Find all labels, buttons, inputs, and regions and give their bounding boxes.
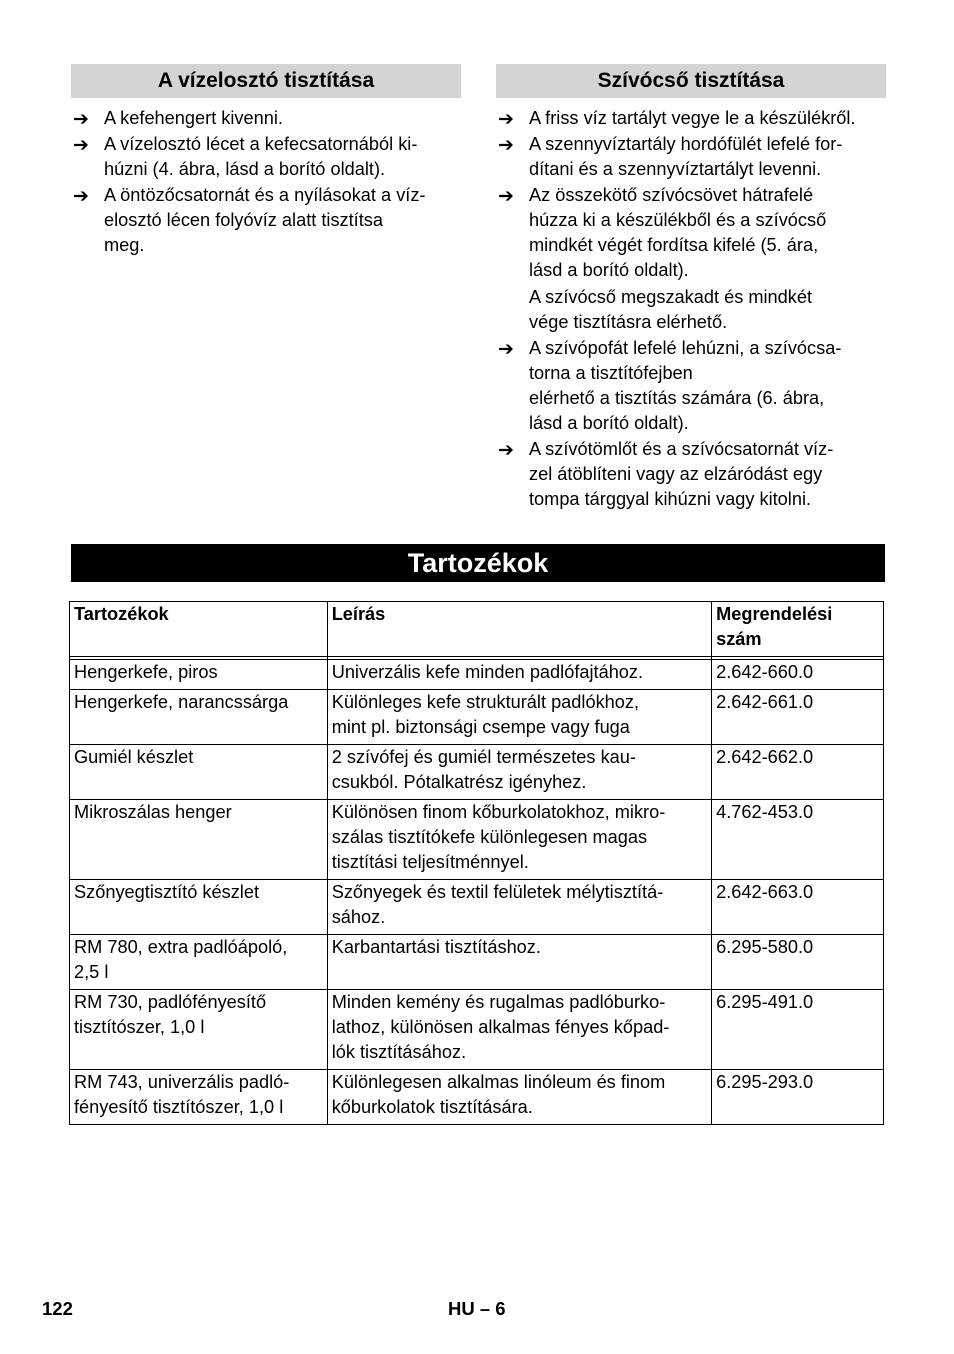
cell-order-number: 2.642-661.0 [712,690,884,745]
step-item [71,106,461,131]
step-text: A vízelosztó lécet a kefecsatornából ki- húzni (4. ábra, lásd a borító oldalt). [104,134,418,179]
table-row [70,990,884,1070]
table-row [70,800,884,880]
cell-order-number: 6.295-491.0 [712,990,884,1070]
cell-accessory: Gumiél készlet [70,745,328,800]
header-accessory: Tartozékok [70,602,328,657]
cell-order-number: 6.295-293.0 [712,1070,884,1125]
accessories-banner: Tartozékok [71,544,885,582]
table-row [70,935,884,990]
cell-order-number: 2.642-662.0 [712,745,884,800]
step-list [71,106,461,258]
table-row [70,1070,884,1125]
arrow-right-icon: ➔ [73,186,89,207]
cell-description: Különösen finom kőburkolatokhoz, mikro- szálas tisztítókefe különlegesen magas tisztítási teljesítménnyel. [327,800,711,880]
cell-accessory: RM 780, extra padlóápoló, 2,5 l [70,935,328,990]
arrow-right-icon: ➔ [498,440,514,461]
section-water-distributor [71,64,461,259]
arrow-right-icon: ➔ [498,135,514,156]
table-row [70,880,884,935]
cell-accessory: Mikroszálas henger [70,800,328,880]
step-list [496,106,886,512]
accessories-table [69,601,884,1125]
cell-description: Különlegesen alkalmas linóleum és finom kőburkolatok tisztítására. [327,1070,711,1125]
step-item [496,183,886,283]
cell-accessory: Szőnyegtisztító készlet [70,880,328,935]
step-text: A szívócső megszakadt és mindkét vége tisztításra elérhető. [529,287,813,332]
section-page-label: HU – 6 [448,1298,506,1319]
step-text: A szívópofát lefelé lehúzni, a szívócsa- torna a tisztítófejben elérhető a tisztítás számára (6. ábra, lásd a borító oldalt). [529,338,842,433]
header-description: Leírás [327,602,711,657]
cell-accessory: RM 730, padlófényesítő tisztítószer, 1,0 l [70,990,328,1070]
cell-accessory: Hengerkefe, piros [70,660,328,690]
arrow-right-icon: ➔ [498,186,514,207]
step-item [496,106,886,131]
cell-description: Szőnyegek és textil felületek mélytisztítá- sához. [327,880,711,935]
step-item [496,336,886,436]
step-result [496,285,886,335]
page-number: 122 [42,1298,73,1319]
table-row [70,690,884,745]
section-title: A vízelosztó tisztítása [71,64,461,98]
cell-order-number: 2.642-660.0 [712,660,884,690]
step-text: A szívótömlőt és a szívócsatornát víz- zel átöblíteni vagy az elzáródást egy tompa tárggyal kihúzni vagy kitolni. [529,439,834,509]
cell-description: Minden kemény és rugalmas padlóburko- lathoz, különösen alkalmas fényes kőpad- lók tisztításához. [327,990,711,1070]
step-text: A öntözőcsatornát és a nyílásokat a víz- elosztó lécen folyóvíz alatt tisztítsa meg. [104,185,426,255]
section-title: Szívócső tisztítása [496,64,886,98]
step-item [496,132,886,182]
step-text: A szennyvíztartály hordófülét lefelé for- dítani és a szennyvíztartályt levenni. [529,134,843,179]
arrow-right-icon: ➔ [73,109,89,130]
step-item [71,132,461,182]
cell-description: Univerzális kefe minden padlófajtához. [327,660,711,690]
table-header-row [70,602,884,657]
table-row [70,660,884,690]
step-text: Az összekötő szívócsövet hátrafelé húzza ki a készülékből és a szívócső mindkét végét fordítsa kifelé (5. ára, lásd a borító oldalt). [529,185,827,280]
cell-accessory: RM 743, univerzális padló- fényesítő tisztítószer, 1,0 l [70,1070,328,1125]
section-suction-hose [496,64,886,513]
table-row [70,745,884,800]
cell-order-number: 6.295-580.0 [712,935,884,990]
step-item [71,183,461,258]
arrow-right-icon: ➔ [73,135,89,156]
arrow-right-icon: ➔ [498,339,514,360]
cell-description: Különleges kefe strukturált padlókhoz, mint pl. biztonsági csempe vagy fuga [327,690,711,745]
step-text: A kefehengert kivenni. [104,108,283,128]
step-text: A friss víz tartályt vegye le a készülékről. [529,108,856,128]
cell-description: Karbantartási tisztításhoz. [327,935,711,990]
cell-order-number: 2.642-663.0 [712,880,884,935]
cell-description: 2 szívófej és gumiél természetes kau- csukból. Pótalkatrész igényhez. [327,745,711,800]
arrow-right-icon: ➔ [498,109,514,130]
header-order-number: Megrendelési szám [712,602,884,657]
cell-accessory: Hengerkefe, narancssárga [70,690,328,745]
cell-order-number: 4.762-453.0 [712,800,884,880]
step-item [496,437,886,512]
